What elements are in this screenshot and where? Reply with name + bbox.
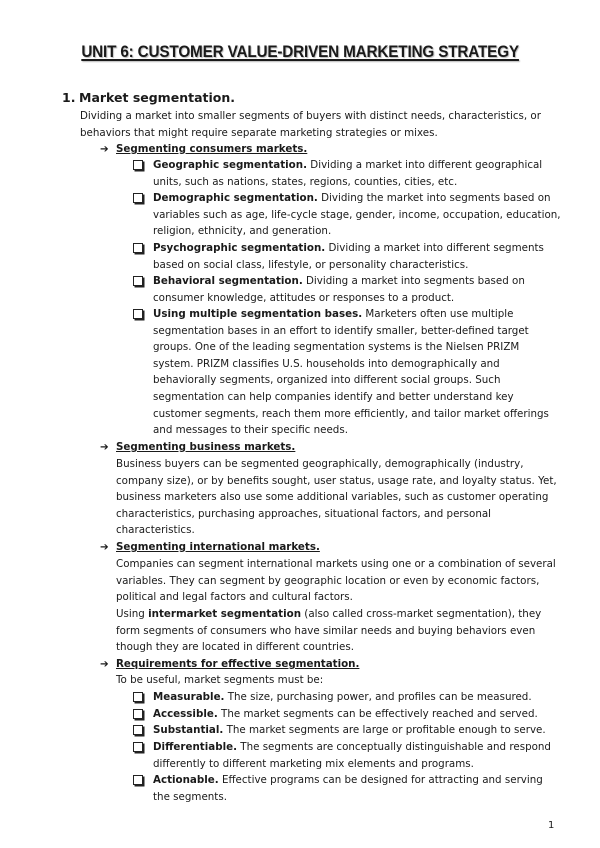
subsection-requirements: ➔ Requirements for effective segmentation. (100, 656, 359, 673)
checkbox-bullet-icon (133, 692, 143, 702)
requirements-intro: To be useful, market segments must be: (116, 674, 324, 686)
checkbox-bullet-icon (133, 243, 143, 253)
subsection-international: ➔ Segmenting international markets. (100, 539, 320, 556)
arrow-icon: ➔ (100, 143, 109, 155)
checkbox-bullet-icon (133, 775, 143, 785)
list-item: Substantial. The market segments are large or profitable enough to serve. (133, 722, 561, 739)
list-item: Measurable. The size, purchasing power, and profiles can be measured. (133, 689, 561, 706)
list-item: Accessible. The market segments can be effectively reached and served. (133, 706, 561, 723)
list-item: Differentiable. The segments are conceptually distinguishable and respond differently to different marketing mix elements and programs. (133, 739, 561, 772)
list-item: Psychographic segmentation. Dividing a market into different segments based on social class, lifestyle, or personality characteristics. (133, 240, 561, 273)
section-intro: Dividing a market into smaller segments of buyers with distinct needs, characteristics, or behaviors that might require separate marketing strategies or mixes. (80, 110, 541, 139)
checkbox-bullet-icon (133, 160, 143, 170)
arrow-icon: ➔ (100, 441, 109, 453)
list-item: Demographic segmentation. Dividing the market into segments based on variables such as age, life-cycle stage, gender, income, occupation, education, religion, ethnicity, and generation. (133, 190, 561, 240)
subsection-business: ➔ Segmenting business markets. (100, 439, 295, 456)
checkbox-bullet-icon (133, 725, 143, 735)
list-item: Using multiple segmentation bases. Marketers often use multiple segmentation bases in an effort to identify smaller, better-defined target groups. One of the leading segmentation systems is the Nielsen PRIZM system. PRIZM classifies U.S. households into demographically and behaviorally segments, organized into different social groups. Such segmentation can help companies identify and better understand key customer segments, reach them more efficiently, and tailor market offerings and messages to their specific needs. (133, 306, 561, 439)
section-number: 1. (62, 90, 76, 105)
checkbox-bullet-icon (133, 709, 143, 719)
checkbox-bullet-icon (133, 742, 143, 752)
checkbox-bullet-icon (133, 309, 143, 319)
checkbox-bullet-icon (133, 193, 143, 203)
section-title: Market segmentation. (79, 90, 235, 105)
page-number: 1 (548, 820, 555, 831)
list-item: Behavioral segmentation. Dividing a market into segments based on consumer knowledge, attitudes or responses to a product. (133, 273, 561, 306)
checkbox-bullet-icon (133, 276, 143, 286)
list-item: Actionable. Effective programs can be designed for attracting and serving the segments. (133, 772, 561, 805)
subsection-consumer: ➔ Segmenting consumers markets. (100, 141, 307, 158)
international-text: Companies can segment international markets using one or a combination of several variables. They can segment by geographic location or even by economic factors, political and legal factors and cultural factors. (116, 558, 556, 604)
unit-title: UNIT 6: CUSTOMER VALUE-DRIVEN MARKETING STRATEGY (81, 42, 519, 61)
arrow-icon: ➔ (100, 541, 109, 553)
international-text-2: Using intermarket segmentation (also called cross-market segmentation), they form segments of consumers who have similar needs and buying behaviors even though they are located in different countries. (116, 608, 542, 654)
business-text: Business buyers can be segmented geographically, demographically (industry, company size), or by benefits sought, user status, usage rate, and loyalty status. Yet, business marketers also use some additional variables, such as customer operating characteristics, purchasing approaches, situational factors, and personal characteristics. (116, 458, 557, 537)
arrow-icon: ➔ (100, 658, 109, 670)
list-item: Geographic segmentation. Dividing a market into different geographical units, such as nations, states, regions, counties, cities, etc. (133, 157, 561, 190)
section-heading (62, 90, 235, 105)
